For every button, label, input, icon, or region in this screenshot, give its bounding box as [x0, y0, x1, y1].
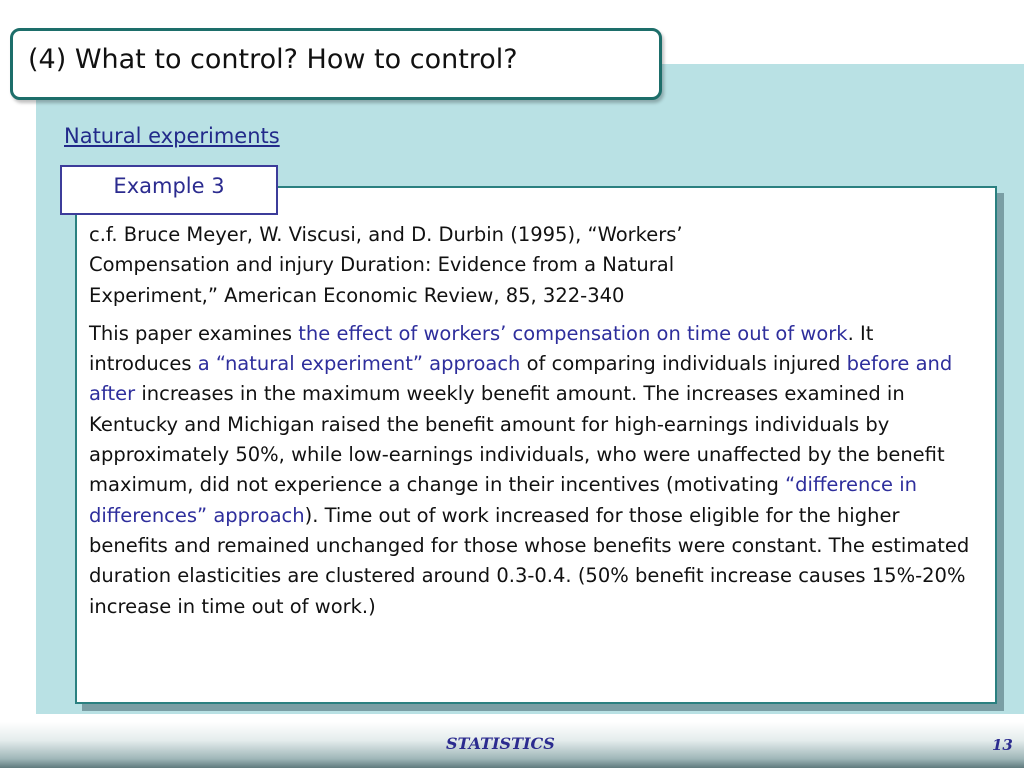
- content-text: [89, 220, 974, 622]
- example-tab: [60, 165, 278, 215]
- citation: [89, 220, 974, 311]
- title-box: [10, 28, 662, 100]
- highlight-text: “difference in differences” approach: [89, 473, 918, 527]
- highlight-text: before and after: [89, 352, 953, 406]
- citation-line: Compensation and injury Duration: Evidence from a Natural: [89, 253, 675, 277]
- body-text: increases in the maximum weekly benefit amount. The increases examined in Kentucky and Michigan raised the benefit amount for high-earnings individuals by approximately 50%, while low-earnings individuals, who were unaffected by the benefit maximum, did not experience a change in their incentives (motivating: [89, 382, 945, 497]
- content-box: [75, 186, 997, 704]
- body-text: of comparing individuals injured: [520, 352, 847, 376]
- highlight-text: a “natural experiment” approach: [197, 352, 521, 376]
- example-label: Example 3: [113, 174, 225, 198]
- footer-title: STATISTICS: [446, 734, 555, 753]
- body-text: . It introduces: [89, 321, 874, 376]
- highlight-text: the effect of workers’ compensation on time out of work: [298, 321, 848, 345]
- summary-paragraph: [89, 319, 974, 622]
- citation-line: Experiment,” American Economic Review, 85, 322-340: [89, 283, 625, 307]
- page-number: 13: [992, 736, 1013, 754]
- body-text: ). Time out of work increased for those eligible for the higher benefits and remained unchanged for those whose benefits were constant. The estimated duration elasticities are clustered around 0.3-0.4. (50% benefit increase causes 15%-20% increase in time out of work.): [89, 503, 970, 618]
- section-subheading: Natural experiments: [64, 124, 280, 148]
- citation-line: c.f. Bruce Meyer, W. Viscusi, and D. Durbin (1995), “Workers’: [89, 223, 683, 246]
- body-text: This paper examines: [89, 321, 299, 345]
- slide-title: (4) What to control? How to control?: [28, 44, 518, 75]
